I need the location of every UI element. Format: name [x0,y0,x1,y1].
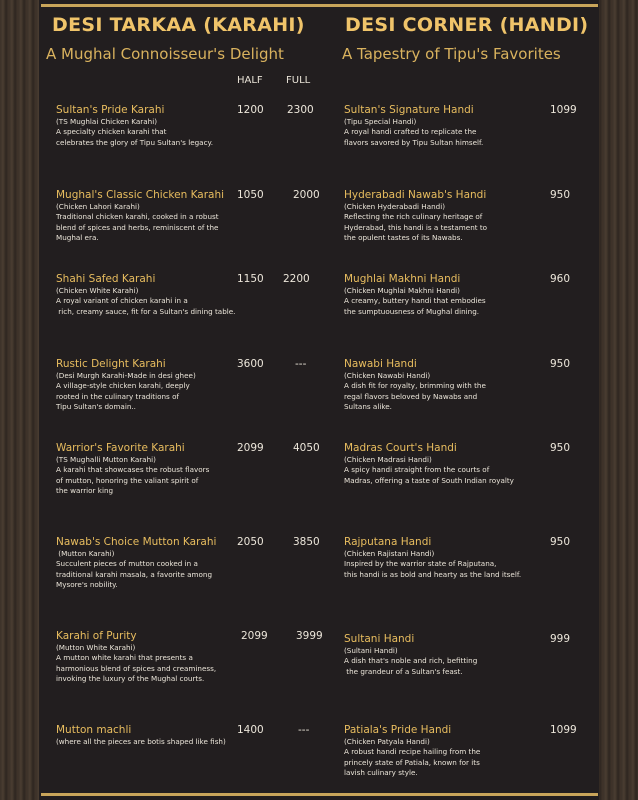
karahi-section-subtitle: A Mughal Connoisseur's Delight [46,45,284,63]
handi-item-desc: A dish that's noble and rich, befitting the grandeur of a Sultan's feast. [344,656,478,676]
karahi-half-price: 3600 [237,358,264,370]
handi-item [344,536,584,580]
karahi-item-sub: (Mutton White Karahi) [56,643,136,652]
handi-item-sub: (Chicken Madrasi Handi) [344,455,432,464]
karahi-item-name: Mutton machli [56,724,132,736]
handi-price: 950 [550,358,571,370]
handi-item [344,104,584,148]
handi-item-sub: (Chicken Patyala Handi) [344,737,430,746]
handi-price: 1099 [550,104,577,116]
karahi-full-price: 2000 [293,189,320,201]
karahi-item-desc: A village-style chicken karahi, deeply rooted in the culinary traditions of Tipu Sultan's domain.. [56,381,190,412]
karahi-full-price: --- [295,358,307,370]
karahi-item-desc: A karahi that showcases the robust flavors of mutton, honoring the valiant spirit of the warrior king [56,465,210,496]
karahi-item-desc: Traditional chicken karahi, cooked in a robust blend of spices and herbs, reminiscent of the Mughal era. [56,212,219,243]
karahi-item-sub: (where all the pieces are botis shaped like fish) [56,737,226,746]
karahi-item-name: Nawab's Choice Mutton Karahi [56,536,217,548]
karahi-item-desc: A mutton white karahi that presents a harmonious blend of spices and creaminess, invoking the luxury of the Mughal courts. [56,653,217,684]
karahi-full-price: 4050 [293,442,320,454]
karahi-item-name: Sultan's Pride Karahi [56,104,165,116]
karahi-item-name: Shahi Safed Karahi [56,273,156,285]
karahi-item-desc: A specialty chicken karahi that celebrates the glory of Tipu Sultan's legacy. [56,127,214,147]
karahi-half-price: 1050 [237,189,264,201]
handi-item-sub: (Chicken Rajistani Handi) [344,549,435,558]
handi-item-desc: A creamy, buttery handi that embodies the sumptuousness of Mughal dining. [344,296,486,316]
handi-item-name: Sultan's Signature Handi [344,104,474,116]
handi-item-name: Sultani Handi [344,633,415,645]
handi-item-sub: (Chicken Nawabi Handi) [344,371,431,380]
karahi-item-sub: (TS Mughalli Mutton Karahi) [56,455,156,464]
handi-item-sub: (Tipu Special Handi) [344,117,417,126]
handi-item-sub: (Sultani Handi) [344,646,398,655]
karahi-full-price: 3850 [293,536,320,548]
full-column-header: FULL [286,75,311,86]
handi-item [344,442,584,486]
karahi-full-price: --- [298,724,310,736]
handi-item-desc: A royal handi crafted to replicate the flavors savored by Tipu Sultan himself. [344,127,484,147]
karahi-half-price: 2099 [241,630,268,642]
karahi-half-price: 1200 [237,104,264,116]
handi-price: 999 [550,633,571,645]
karahi-half-price: 2050 [237,536,264,548]
handi-price: 950 [550,536,571,548]
handi-item-name: Mughlai Makhni Handi [344,273,461,285]
karahi-half-price: 1400 [237,724,264,736]
handi-price: 1099 [550,724,577,736]
karahi-item-sub: (Chicken Lahori Karahi) [56,202,140,211]
handi-price: 950 [550,442,571,454]
karahi-full-price: 2300 [287,104,314,116]
karahi-item-desc: Succulent pieces of mutton cooked in a traditional karahi masala, a favorite among Mysore's nobility. [56,559,213,590]
karahi-half-price: 1150 [237,273,264,285]
handi-item [344,273,584,317]
handi-item-sub: (Chicken Mughlai Makhni Handi) [344,286,460,295]
handi-item-desc: A robust handi recipe hailing from the princely state of Patiala, known for its lavish culinary style. [344,747,481,778]
karahi-full-price: 2200 [283,273,310,285]
karahi-item-name: Warrior's Favorite Karahi [56,442,185,454]
karahi-full-price: 3999 [296,630,323,642]
karahi-item-name: Karahi of Purity [56,630,137,642]
handi-item-desc: A dish fit for royalty, brimming with the regal flavors beloved by Nawabs and Sultans alike. [344,381,486,412]
handi-price: 960 [550,273,571,285]
handi-item-name: Madras Court's Handi [344,442,457,454]
handi-section-subtitle: A Tapestry of Tipu's Favorites [342,45,561,63]
bottom-gold-border [41,793,598,796]
handi-item [344,633,584,677]
top-gold-border [41,4,598,7]
handi-item [344,724,584,779]
karahi-item-sub: (Desi Murgh Karahi-Made in desi ghee) [56,371,196,380]
karahi-item-sub: (Chicken White Karahi) [56,286,139,295]
karahi-item-desc: A royal variant of chicken karahi in a rich, creamy sauce, fit for a Sultan's dining table. [56,296,236,316]
handi-item-name: Nawabi Handi [344,358,417,370]
handi-item [344,358,584,413]
handi-section-title: DESI CORNER (HANDI) [345,14,589,36]
handi-item-desc: A spicy handi straight from the courts of Madras, offering a taste of South Indian royalty [344,465,514,485]
handi-item-desc: Inspired by the warrior state of Rajputana, this handi is as bold and hearty as the land itself. [344,559,522,579]
handi-price: 950 [550,189,571,201]
karahi-section-title: DESI TARKAA (KARAHI) [52,14,305,36]
karahi-item-name: Rustic Delight Karahi [56,358,166,370]
handi-item-sub: (Chicken Hyderabadi Handi) [344,202,446,211]
handi-item-name: Patiala's Pride Handi [344,724,452,736]
karahi-item-sub: (Mutton Karahi) [56,549,115,558]
handi-item-desc: Reflecting the rich culinary heritage of Hyderabad, this handi is a testament to the opulent tastes of its Nawabs. [344,212,488,243]
karahi-item-sub: (TS Mughlai Chicken Karahi) [56,117,157,126]
half-column-header: HALF [237,75,263,86]
karahi-item-name: Mughal's Classic Chicken Karahi [56,189,225,201]
handi-item-name: Rajputana Handi [344,536,432,548]
handi-item [344,189,584,244]
karahi-half-price: 2099 [237,442,264,454]
handi-item-name: Hyderabadi Nawab's Handi [344,189,487,201]
